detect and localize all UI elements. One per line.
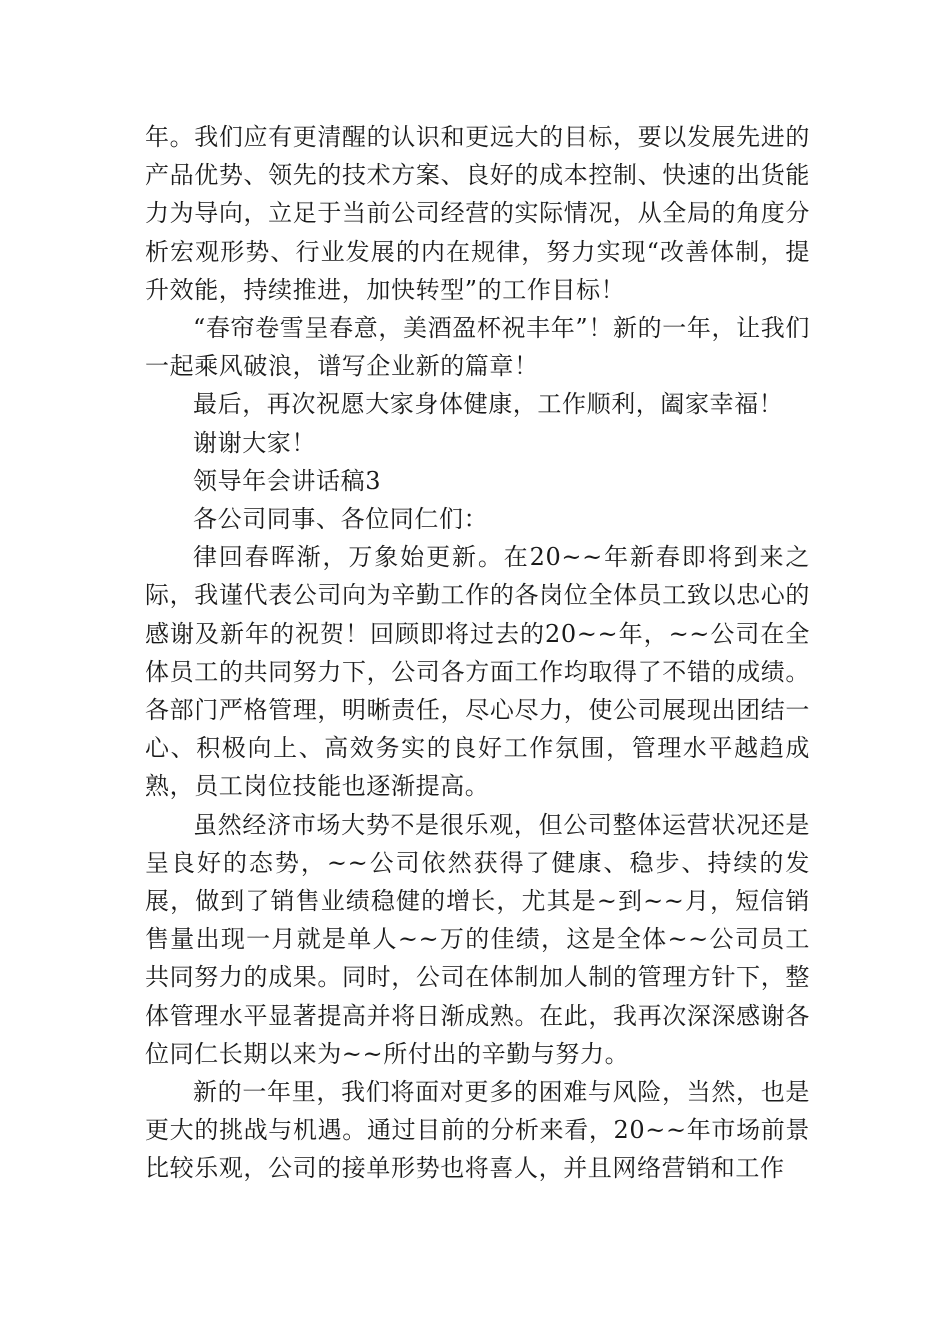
paragraph-1: 年。我们应有更清醒的认识和更远大的目标，要以发展先进的产品优势、领先的技术方案、良好的成本控制、快速的出货能力为导向，立足于当前公司经营的实际情况，从全局的角度分析宏观形势、行业发展的内在规律，努力实现“改善体制，提升效能，持续推进，加快转型”的工作目标！ (145, 123, 810, 304)
salutation: 各公司同事、各位同仁们： (193, 505, 489, 534)
paragraph-7: 律回春晖渐，万象始更新。在20~~年新春即将到来之际，我谨代表公司向为辛勤工作的各岗位全体员工致以忠心的感谢及新年的祝贺！回顾即将过去的20~~年，~~公司在全体员工的共同努力下，公司各方面工作均取得了不错的成绩。各部门严格管理，明晰责任，尽心尽力，使公司展现出团结一心、积极向上、高效务实的良好工作氛围，管理水平越趋成熟，员工岗位技能也逐渐提高。 (145, 543, 810, 801)
document-body (145, 118, 810, 1188)
paragraph-8: 虽然经济市场大势不是很乐观，但公司整体运营状况还是呈良好的态势，~~公司依然获得了健康、稳步、持续的发展，做到了销售业绩稳健的增长，尤其是~到~~月，短信销售量出现一月就是单人~~万的佳绩，这是全体~~公司员工共同努力的成果。同时，公司在体制加人制的管理方针下，整体管理水平显著提高并将日渐成熟。在此，我再次深深感谢各位同仁长期以来为~~所付出的辛勤与努力。 (145, 810, 810, 1068)
paragraph-2: “春帘卷雪呈春意，美酒盈杯祝丰年”！新的一年，让我们一起乘风破浪，谱写企业新的篇章！ (145, 314, 810, 381)
paragraph-9: 新的一年里，我们将面对更多的困难与风险，当然，也是更大的挑战与机遇。通过目前的分析来看，20~~年市场前景比较乐观，公司的接单形势也将喜人，并且网络营销和工作 (145, 1078, 810, 1183)
paragraph-4: 谢谢大家！ (193, 428, 316, 457)
paragraph-3: 最后，再次祝愿大家身体健康，工作顺利，阖家幸福！ (193, 390, 784, 419)
section-title: 领导年会讲话稿3 (193, 466, 382, 495)
